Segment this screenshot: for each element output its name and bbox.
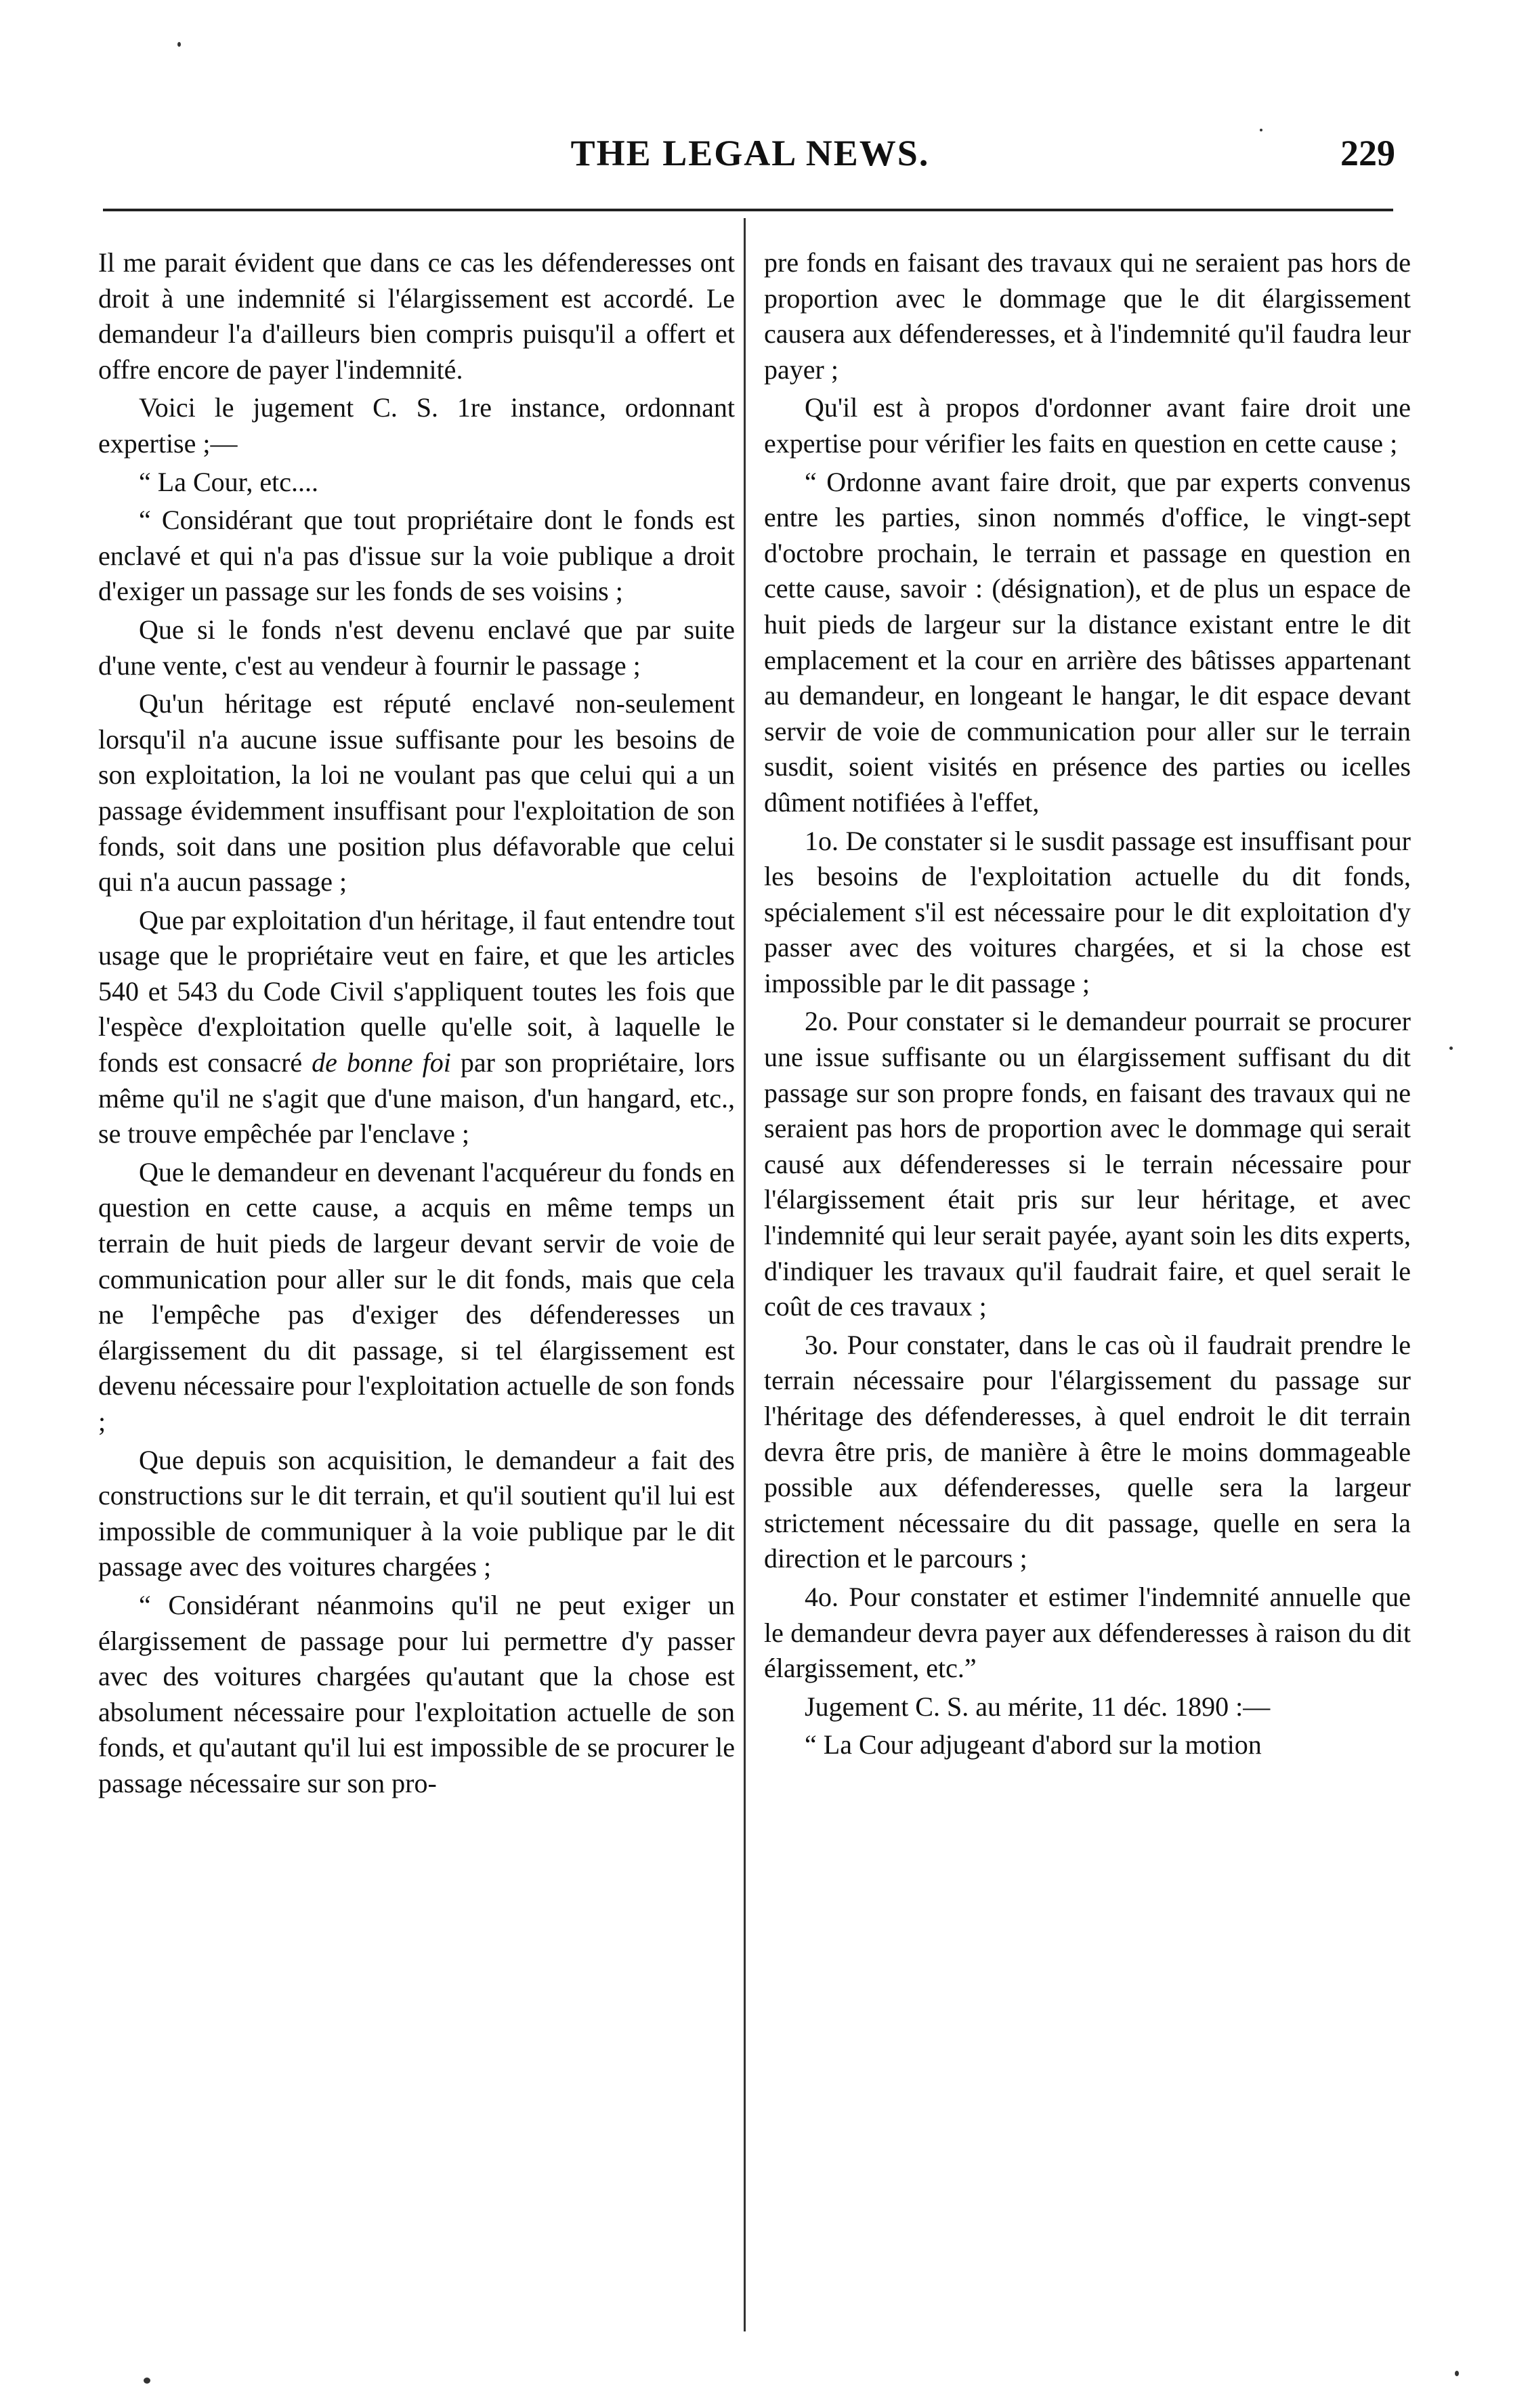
paragraph: 4o. Pour constater et estimer l'indemnité annuelle que le demandeur devra payer aux défenderesses à raison du dit élargissement, etc.” — [764, 1581, 1411, 1684]
paragraph: “ Ordonne avant faire droit, que par experts convenus entre les parties, sinon nommés d'office, le vingt-sept d'octobre prochain, le terrain et passage en question en cette cause, savoir : (désignation), et de plus un espace de huit pieds de largeur sur la distance existant entre le dit emplacement et la cour en arrière des bâtisses appartenant au demandeur, en longeant le hangar, le dit espace devant servir de voie de communication pour aller sur le terrain susdit, soient visités en présence des parties ou icelles dûment notifiées à l'effet, — [764, 466, 1411, 818]
running-header — [105, 132, 1395, 193]
paragraph: Il me parait évident que dans ce cas les défenderesses ont droit à une indemnité si l'élargissement est accordé. Le demandeur l'a d'ailleurs bien compris puisqu'il a offert et offre encore de payer l'indemnité. — [98, 247, 735, 385]
paragraph: pre fonds en faisant des travaux qui ne seraient pas hors de proportion avec le dommage que le dit élargissement causera aux défenderesses, et à l'indemnité qu'il faudra leur payer ; — [764, 247, 1411, 385]
paragraph-text: par son propriétaire, lors même qu'il ne s'agit que d'une maison, d'un hangard, etc., se trouve empêchée par l'enclave ; — [98, 1047, 735, 1149]
header-rule — [103, 209, 1393, 211]
print-speck — [177, 42, 181, 47]
left-column — [98, 245, 735, 2331]
print-speck — [1455, 2371, 1459, 2376]
paragraph — [98, 903, 735, 1152]
print-speck — [144, 2378, 150, 2384]
print-speck — [1449, 1047, 1453, 1050]
print-speck — [1260, 129, 1262, 131]
paragraph: Jugement C. S. au mérite, 11 déc. 1890 :— — [805, 1691, 1271, 1722]
paragraph: Voici le jugement C. S. 1re instance, ordonnant expertise ;— — [98, 392, 735, 459]
page-number: 229 — [1340, 133, 1395, 173]
paragraph: “ Considérant que tout propriétaire dont le fonds est enclavé et qui n'a pas d'issue sur la voie publique a droit d'exiger un passage sur les fonds de ses voisins ; — [98, 505, 735, 607]
column-divider — [744, 218, 746, 2331]
paragraph: Que depuis son acquisition, le demandeur a fait des constructions sur le dit terrain, et qu'il soutient qu'il lui est impossible de communiquer à la voie publique par le dit passage avec des voitures chargées ; — [98, 1444, 735, 1582]
paragraph-text: Que par exploitation d'un héritage, il faut entendre tout usage que le propriétaire veut en faire, et que les articles 540 et 543 du Code Civil s'appliquent toutes les fois que l'espèce d'exploitation quelle qu'elle soit, à laquelle le fonds est consacré — [98, 904, 735, 1078]
journal-title: THE LEGAL NEWS. — [570, 133, 930, 173]
paragraph: Que le demandeur en devenant l'acquéreur du fonds en question en cette cause, a acquis en même temps un terrain de huit pieds de largeur devant servir de voie de communication pour aller sur le dit fonds, mais que cela ne l'empêche pas d'exiger des défenderesses un élargissement du dit passage, si tel élargissement est devenu nécessaire pour l'exploitation actuelle de son fonds ; — [98, 1156, 735, 1437]
paragraph: Que si le fonds n'est devenu enclavé que par suite d'une vente, c'est au vendeur à fournir le passage ; — [98, 614, 735, 681]
paragraph: “ Considérant néanmoins qu'il ne peut exiger un élargissement de passage pour lui permettre d'y passer avec des voitures chargées qu'autant que la chose est absolument nécessaire pour l'exploitation actuelle de son fonds, et qu'autant qu'il lui est impossible de se procurer le passage nécessaire sur son pro- — [98, 1589, 735, 1798]
paragraph: 3o. Pour constater, dans le cas où il faudrait prendre le terrain nécessaire pour l'élargissement du passage sur l'héritage des défenderesses, à quel endroit le dit terrain devra être pris, de manière à être le moins dommageable possible aux défenderesses, quelle sera la largeur strictement nécessaire du dit passage, quelle en sera la direction et le parcours ; — [764, 1329, 1411, 1574]
paragraph: Qu'il est à propos d'ordonner avant faire droit une expertise pour vérifier les faits en question en cette cause ; — [764, 392, 1411, 459]
paragraph: “ La Cour adjugeant d'abord sur la motion — [805, 1729, 1262, 1760]
paragraph: 2o. Pour constater si le demandeur pourrait se procurer une issue suffisante ou un élargissement suffisant du dit passage sur son propre fonds, en faisant des travaux qui ne seraient pas hors de proportion avec le dommage qui serait causé aux défenderesses si le terrain nécessaire pour l'élargissement était pris sur leur héritage, et avec l'indemnité qui leur serait payée, ayant soin les dits experts, d'indiquer les travaux qu'il faudrait faire, et quel serait le coût de ces travaux ; — [764, 1006, 1411, 1322]
italic-phrase: de bonne foi — [312, 1047, 451, 1078]
paragraph: “ La Cour, etc.... — [139, 466, 318, 497]
paragraph: Qu'un héritage est réputé enclavé non-seulement lorsqu'il n'a aucune issue suffisante pour les besoins de son exploitation, la loi ne voulant pas que celui qui a un passage évidemment insuffisant pour l'exploitation de son fonds, soit dans une position plus défavorable que celui qui n'a aucun passage ; — [98, 688, 735, 897]
right-column — [764, 245, 1411, 2331]
paragraph: 1o. De constater si le susdit passage est insuffisant pour les besoins de l'exploitation actuelle du dit fonds, spécialement s'il est nécessaire pour le dit exploitation d'y passer avec des voitures chargées, et si la chose est impossible par le dit passage ; — [764, 825, 1411, 998]
